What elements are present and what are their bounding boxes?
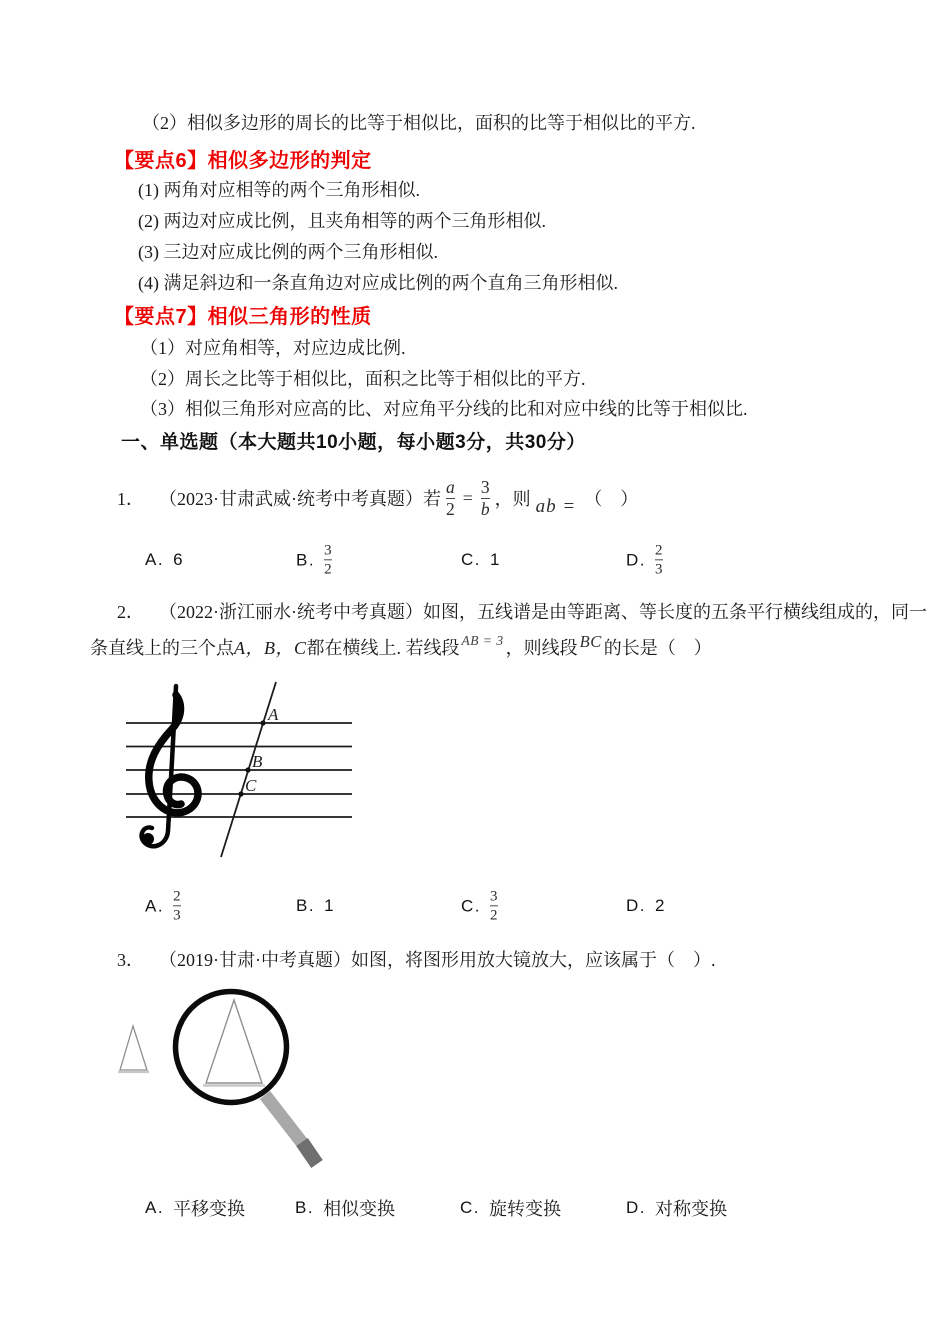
q2-option-c: C. $\frac{3}{2}$ [461,888,498,924]
q2-option-d: D. 2 [626,896,665,915]
equals-sign: = [462,487,473,508]
question-2-text-5: 的长是（ ） [603,638,712,658]
question-2-text-1: （2022·浙江丽水·统考中考真题）如图，五线谱是由等距离、等长度的五条平行横线组成的，同一 [159,602,927,622]
key7-item-3: （3）相似三角形对应高的比、对应角平分线的比和对应中线的比等于相似比. [140,399,748,419]
key-point-6-heading: 【要点6】相似多边形的判定 [114,150,372,172]
magnifier-figure [106,985,346,1185]
question-2-number: 2． [117,602,144,622]
q3-option-c: C. 旋转变换 [460,1198,561,1219]
large-triangle [206,1000,262,1083]
q3-option-a: A. 平移变换 [145,1198,246,1219]
fraction-2-over-3: $\frac{2}{3}$ [173,888,181,924]
question-1-expression: ab = [535,496,577,517]
fraction-3-over-2: $\frac{3}{2}$ [490,888,498,924]
key6-item-3: (3) 三边对应成比例的两个三角形相似. [138,242,438,262]
point-a-dot [260,720,265,725]
key7-item-1: （1）对应角相等，对应边成比例. [140,338,406,358]
fraction-2-over-3: $\frac{2}{3}$ [655,542,663,578]
formula-ab-equals-3: AB = 3 [461,633,504,648]
point-a-label: A [268,705,279,724]
key6-item-2: (2) 两边对应成比例，且夹角相等的两个三角形相似. [138,211,546,231]
point-b-dot [245,767,250,772]
key6-item-1: (1) 两角对应相等的两个三角形相似. [138,180,420,200]
fraction-3-over-b: $\frac{3}{b}$ [480,476,490,519]
q1-option-d: D. $\frac{2}{3}$ [626,542,663,578]
question-1-answer-blank: （ ） [584,489,639,509]
point-b-label: B [252,752,263,771]
fraction-3-over-2: $\frac{3}{2}$ [324,542,332,578]
question-2-text-3: 都在横线上. 若线段 [306,638,460,658]
question-2-line-2 [90,634,712,660]
point-c-label: C [245,776,257,795]
question-1-source: （2023·甘肃武威·统考中考真题）若 [159,489,441,509]
formula-bc: BC [579,632,602,651]
fraction-bar [490,906,498,907]
intro-item: （2）相似多边形的周长的比等于相似比，面积的比等于相似比的平方. [142,113,696,133]
treble-clef-icon [142,686,198,846]
q1-option-c: C. 1 [461,550,500,569]
staff-figure [112,668,362,868]
q1-option-a: A. 6 [145,550,183,569]
key6-item-4: (4) 满足斜边和一条直角边对应成比例的两个直角三角形相似. [138,273,618,293]
q1-option-b: B. $\frac{3}{2}$ [296,542,332,578]
key7-item-2: （2）周长之比等于相似比，面积之比等于相似比的平方. [140,369,586,389]
magnifier-handle-tip [302,1142,317,1164]
question-3-text: （2019·甘肃·中考真题）如图，将图形用放大镜放大，应该属于（ ）. [159,950,716,970]
fraction-bar [173,906,181,907]
key-point-7-heading: 【要点7】相似三角形的性质 [114,306,372,328]
magnifier-handle [265,1095,303,1144]
question-2-line-1 [117,598,927,624]
q2-option-a: A. $\frac{2}{3}$ [145,888,181,924]
fraction-a-over-2: $\frac{a}{2}$ [446,476,455,519]
exam-section-title: 一、单选题（本大题共10小题，每小题3分，共30分） [121,432,586,453]
question-2-text-2: 条直线上的三个点 [90,638,234,658]
question-1-number: 1． [117,489,144,509]
fraction-bar [655,560,663,561]
question-3-number: 3． [117,950,144,970]
question-2-text-4: ，则线段 [505,638,578,658]
question-1-then: ，则 [494,489,531,509]
q3-option-d: D. 对称变换 [626,1198,727,1219]
q3-option-b: B. 相似变换 [295,1198,396,1219]
point-c-dot [238,791,243,796]
question-1 [117,472,638,524]
question-2-points: A，B，C [234,638,307,658]
question-3 [117,946,716,972]
q2-option-b: B. 1 [296,896,334,915]
fraction-bar [324,560,332,561]
small-triangle [120,1026,147,1070]
